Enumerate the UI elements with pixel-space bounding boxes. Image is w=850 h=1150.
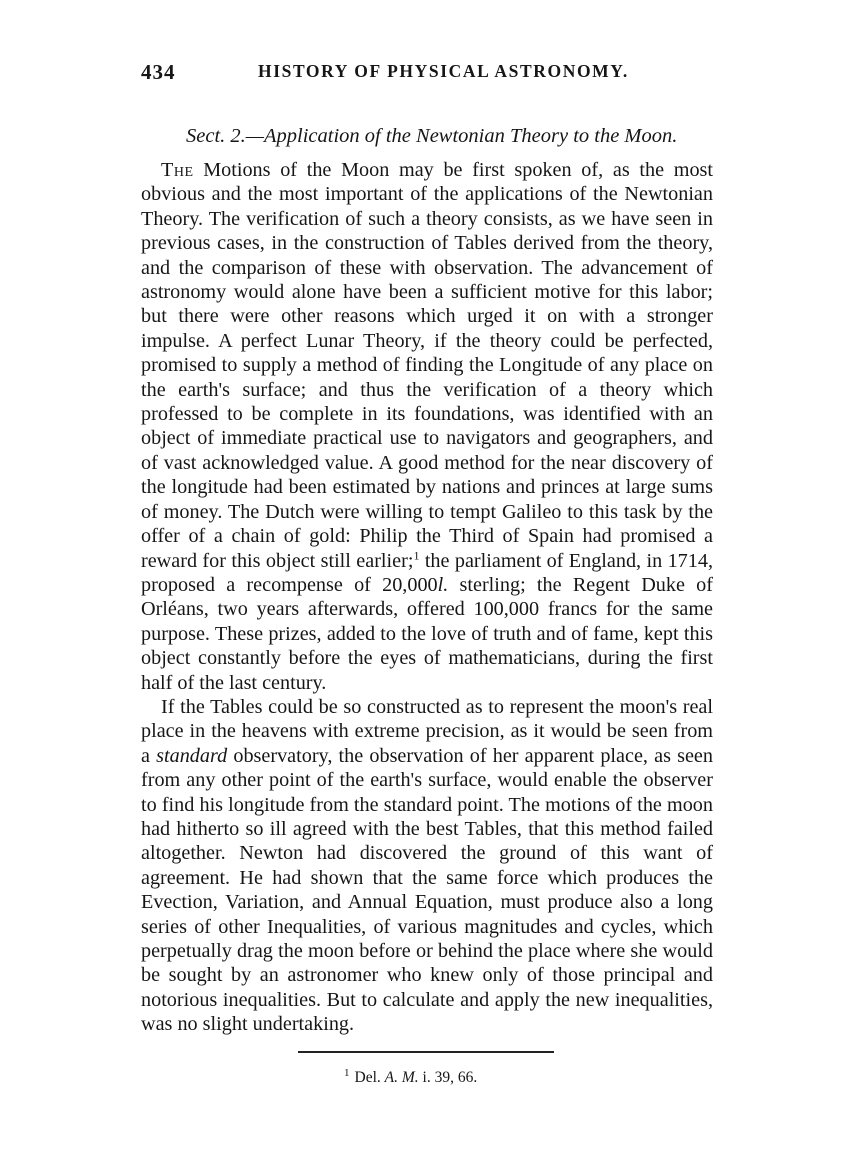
emphasis-standard: standard xyxy=(156,744,228,767)
paragraph2-text-a: If the Tables could be so constructed as to represent the moon's real place in the heavens with extreme precision, as it would be seen from a xyxy=(141,695,713,767)
footnote xyxy=(141,1063,713,1088)
paragraph1-text-c: sterling; the Regent Duke of Orléans, two years afterwards, offered 100,000 francs for the same purpose. These prizes, added to the love of truth and of fame, kept this object constantly before the eyes of mathematicians, during the first half of the last century. xyxy=(141,573,713,694)
paragraph-motions-of-moon xyxy=(141,158,713,695)
running-head xyxy=(141,60,713,94)
running-title: HISTORY OF PHYSICAL ASTRONOMY. xyxy=(258,61,629,81)
page-number: 434 xyxy=(141,60,176,84)
footnote-marker: 1 xyxy=(344,1066,350,1079)
footnote-source-italic: A. M. xyxy=(384,1068,419,1086)
pound-sign: l. xyxy=(437,573,449,596)
paragraph2-text-b: observatory, the observation of her apparent place, as seen from any other point of the earth's surface, would enable the observer to find his longitude from the standard point. The motions of the moon had hitherto so ill agreed with the best Tables, that this method failed altogether. Newton had discovered the ground of this want of agreement. He had shown that the same force which produces the Evection, Variation, and Annual Equation, must produce also a long series of other Inequalities, of various magnitudes and cycles, which perpetually drag the moon before or behind the place where she would be sought by an astronomer who knew only of those principal and notorious inequalities. But to calculate and apply the new inequalities, was no slight undertaking. xyxy=(141,744,713,1036)
section-label: Sect. 2. xyxy=(186,125,246,147)
footnote-reference: 1 xyxy=(413,547,420,562)
section-title: Application of the Newtonian Theory to the Moon. xyxy=(264,125,678,147)
paragraph1-text-a: Motions of the Moon may be first spoken of, as the most obvious and the most important of the applications of the Newtonian Theory. The verification of such a theory consists, as we have seen in previous cases, in the construction of Tables derived from the theory, and the comparison of these with observation. The advancement of astronomy would alone have been a sufficient motive for this labor; but there were other reasons which urged it on with a stronger impulse. A perfect Lunar Theory, if the theory could be perfected, promised to supply a method of finding the Longitude of any place on the earth's surface; and thus the verification of a theory which professed to be complete in its foundations, was identified with an object of immediate practical use to navigators and geographers, and of vast acknowledged value. A good method for the near discovery of the longitude had been estimated by nations and princes at large sums of money. The Dutch were willing to tempt Galileo to this task by the offer of a chain of gold: Philip the Third of Spain had promised a reward for this object still earlier; xyxy=(141,159,713,572)
section-dash: — xyxy=(245,125,265,147)
footnote-source-prefix: Del. xyxy=(354,1068,385,1086)
paragraph-tables xyxy=(141,695,713,1037)
paragraph-lead-word: The xyxy=(161,159,194,181)
paragraph1-text-b: the parliament of England, in 1714, proposed a recompense of 20,000 xyxy=(141,549,713,596)
footnote-source-suffix: i. 39, 66. xyxy=(418,1068,478,1086)
footnote-divider xyxy=(298,1051,554,1053)
section-heading xyxy=(141,122,713,150)
